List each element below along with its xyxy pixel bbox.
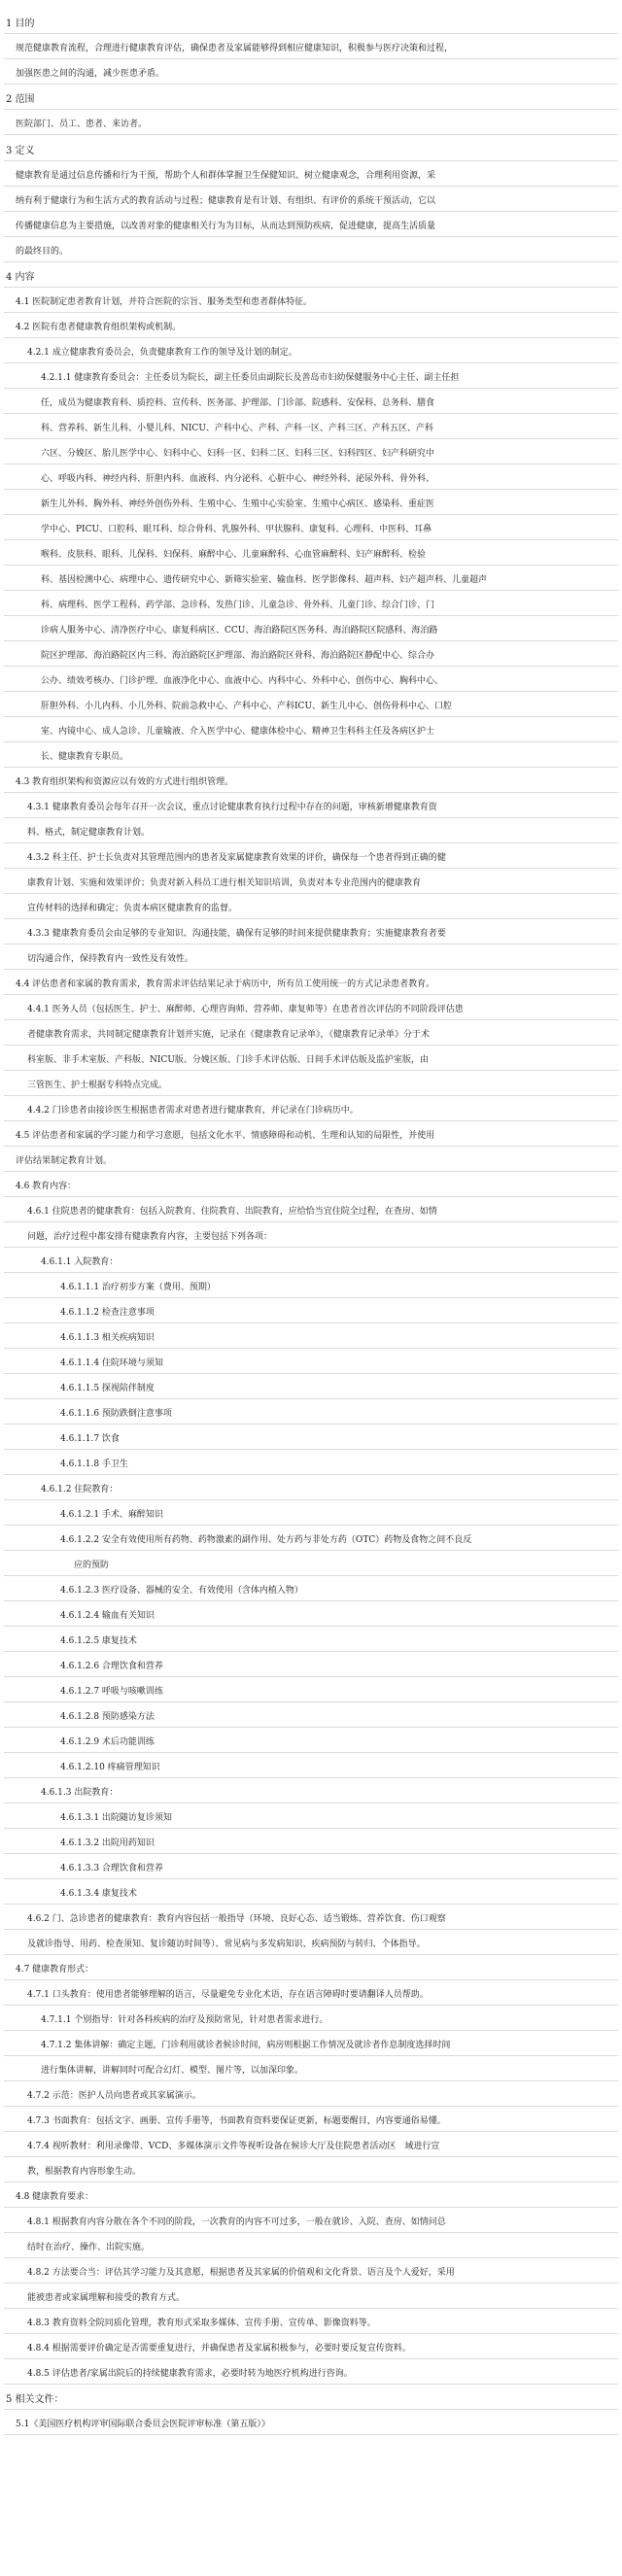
line-divider (4, 261, 618, 262)
line-divider (4, 1752, 618, 1753)
line-divider (4, 2131, 618, 2132)
document-line: 4.7.1.2 集体讲解：确定主题，门诊利用就诊者候诊时间，病房则根据工作情况及就诊者作息制度选择时间 (41, 2041, 451, 2050)
document-line: 科、营养科、新生儿科、小婴儿科、NICU、产科中心、产科、产科一区、产科三区、产科五区、产科 (41, 424, 433, 433)
line-divider (4, 1272, 618, 1273)
line-divider (4, 1701, 618, 1702)
line-divider (4, 2358, 618, 2359)
document-line: 科、病理科、医学工程科、药学部、急诊科、发热门诊、儿童急诊、骨外科、儿童门诊、综合门诊、门 (41, 601, 435, 610)
line-divider (4, 1499, 618, 1500)
document-line: 4.6.1.2.2 安全有效使用所有药物、药物激素的副作用、处方药与非处方药（OTC）药物及食物之间不良反 (60, 1535, 472, 1545)
document-line: 诊病人服务中心、清净医疗中心、康复科病区、CCU、海泊路院区医务科、海泊路院区院感科、海泊路 (41, 626, 438, 635)
line-divider (4, 918, 618, 919)
document-line: 者健康教育需求，共同制定健康教育计划并实施，记录在《健康教育记录单》，《健康教育记录单》分于术 (27, 1030, 431, 1040)
line-divider (4, 666, 618, 667)
document-line: 4.6.1.2.6 合理饮食和营养 (60, 1662, 163, 1671)
line-divider (4, 2080, 618, 2081)
line-divider (4, 1904, 618, 1905)
document-line: 4.5 评估患者和家属的学习能力和学习意愿，包括文化水平、情感障碍和动机、生理和认知的局限性，并使用 (16, 1131, 435, 1141)
line-divider (4, 186, 618, 187)
line-divider (4, 84, 618, 85)
line-divider (4, 1120, 618, 1121)
line-divider (4, 211, 618, 212)
line-divider (4, 1853, 618, 1854)
document-line: 4.3.2 科主任、护士长负责对其管理范围内的患者及家属健康教育效果的评价，确保每一个患者得到正确的健 (27, 853, 446, 863)
document-line: 4.3.3 健康教育委员会由足够的专业知识、沟通技能，确保有足够的时间来提供健康教育；实施健康教育者要 (27, 929, 446, 939)
document-line: 4.6.1 住院患者的健康教育：包括入院教育、住院教育、出院教育，应给恰当宜住院全过程，在查房、如情 (27, 1207, 437, 1217)
line-divider (4, 1045, 618, 1046)
document-line: 4.7.2 示范：医护人员向患者或其家属演示。 (27, 2091, 201, 2101)
document-line: 院区护理部、海泊路院区内三科、海泊路院区护理部、海泊路院区骨科、海泊路院区静配中心、综合办 (41, 651, 435, 661)
line-divider (4, 1424, 618, 1425)
line-divider (4, 2030, 618, 2031)
line-divider (4, 2106, 618, 2107)
line-divider (4, 893, 618, 894)
line-divider (4, 2283, 618, 2284)
document-line: 科室版、非手术室版、产科版、NICU版、分娩区版、门诊手术评估版、日间手术评估版及监护室版，由 (27, 1055, 429, 1065)
line-divider (4, 1247, 618, 1248)
section-heading: 2 范围 (6, 94, 35, 105)
line-divider (4, 1373, 618, 1374)
document-line: 4.6.1.2.8 预防感染方法 (60, 1712, 155, 1722)
line-divider (4, 388, 618, 389)
line-divider (4, 287, 618, 288)
document-line: 4.6 教育内容： (16, 1182, 77, 1191)
document-line: 4.6.1.3 出院教育： (41, 1788, 119, 1798)
document-line: 4.4 评估患者和家属的教育需求，教育需求评估结果记录于病历中，所有员工使用统一的方式记录患者教育。 (16, 979, 435, 989)
line-divider (4, 817, 618, 818)
document-line: 4.8.4 根据需要评价确定是否需要重复进行，并确保患者及家属积极参与，必要时要反复宣传资料。 (27, 2344, 411, 2353)
line-divider (4, 514, 618, 515)
line-divider (4, 1626, 618, 1627)
line-divider (4, 1146, 618, 1147)
line-divider (4, 1954, 618, 1955)
line-divider (4, 539, 618, 540)
line-divider (4, 438, 618, 439)
document-line: 传播健康信息为主要措施，以改善对象的健康相关行为为目标，从而达到预防疾病，促进健康，提高生活质量 (16, 222, 436, 231)
document-line: 新生儿外科、胸外科、神经外创伤外科、生殖中心、生殖中心实验室、生殖中心病区、感染科、重症医 (41, 499, 435, 509)
line-divider (4, 1727, 618, 1728)
line-divider (4, 640, 618, 641)
document-line: 切沟通合作，保持教育内一致性及有效性。 (27, 954, 194, 964)
line-divider (4, 2384, 618, 2385)
line-divider (4, 2409, 618, 2410)
line-divider (4, 1550, 618, 1551)
line-divider (4, 2434, 618, 2435)
document-line: 的最终目的。 (16, 247, 69, 257)
document-line: 进行集体讲解，讲解同时可配合幻灯、模型、图片等，以加深印象。 (41, 2066, 304, 2076)
document-line: 室、内镜中心、成人急诊、儿童输液、介入医学中心、健康体检中心、精神卫生科科主任及各病区护士 (41, 727, 435, 737)
line-divider (4, 1651, 618, 1652)
line-divider (4, 1474, 618, 1475)
section-heading: 5 相关文件： (6, 2394, 64, 2405)
document-line: 4.8.3 教育资料全院同质化管理，教育形式采取多媒体、宣传手册、宣传单、影像资料等。 (27, 2318, 376, 2328)
document-line: 4.8.2 方法要合当：评估其学习能力及其意愿，根据患者及其家属的价值观和文化背景、语言及个人爱好，采用 (27, 2268, 455, 2278)
line-divider (4, 1095, 618, 1096)
document-line: 纳有利于健康行为和生活方式的教育活动与过程；健康教育是有计划、有组织、有评价的系统干预活动，它以 (16, 196, 436, 206)
document-line: 5.1《美国医疗机构评审国际联合委员会医院评审标准（第五版）》 (16, 2420, 270, 2429)
document-line: 喉科、皮肤科、眼科、儿保科、妇保科、麻醉中心、儿童麻醉科、心血管麻醉科、妇产麻醉科、检验 (41, 550, 427, 560)
document-line: 医院部门、员工、患者、来访者。 (16, 120, 148, 129)
document-line: 4.6.1.2.9 术后功能训练 (60, 1737, 155, 1747)
line-divider (4, 1777, 618, 1778)
document-line: 4.7.3 书面教育：包括文字、画册、宣传手册等，书面教育资料要保证更新，标题要醒目，内容要通俗易懂。 (27, 2116, 446, 2126)
line-divider (4, 1221, 618, 1222)
line-divider (4, 2232, 618, 2233)
section-heading: 3 定义 (6, 146, 35, 156)
line-divider (4, 1322, 618, 1323)
line-divider (4, 1828, 618, 1829)
document-line: 长、健康教育专职员。 (41, 752, 129, 762)
document-line: 4.6.1.2 住院教育： (41, 1485, 119, 1494)
document-line: 4.6.1.1.2 检查注意事项 (60, 1308, 155, 1318)
document-line: 心、呼吸内科、神经内科、肝胆内科、血液科、内分泌科、心脏中心、神经外科、泌尿外科、骨外科、 (41, 474, 435, 484)
line-divider (4, 615, 618, 616)
line-divider (4, 1449, 618, 1450)
line-divider (4, 868, 618, 869)
document-line: 4.6.1.2.7 呼吸与咳嗽训练 (60, 1687, 163, 1697)
line-divider (4, 109, 618, 110)
document-line: 4.4.1 医务人员（包括医生、护士、麻醉师、心理咨询师、营养师、康复师等）在患者首次评估的不同阶段评估患 (27, 1005, 464, 1014)
line-divider (4, 337, 618, 338)
document-line: 及就诊指导、用药、检查须知、复诊随访时间等）、常见病与多发病知识、疾病预防与转归、个体指导。 (27, 1940, 426, 1949)
document-line: 4.6.1.2.10 疼痛管理知识 (60, 1763, 160, 1772)
line-divider (4, 1979, 618, 1980)
document-line: 4.3 教育组织架构和资源应以有效的方式进行组织管理。 (16, 777, 234, 787)
line-divider (4, 767, 618, 768)
line-divider (4, 134, 618, 135)
document-line: 4.6.1.1.8 手卫生 (60, 1460, 128, 1469)
document-line: 4.6.1.2.4 输血有关知识 (60, 1611, 155, 1621)
line-divider (4, 1019, 618, 1020)
document-line: 评估结果制定教育计划。 (16, 1156, 113, 1166)
line-divider (4, 1575, 618, 1576)
document-line: 4.2 医院有患者健康教育组织架构或机制。 (16, 323, 182, 332)
document-line: 宣传材料的选择和确定；负责本病区健康教育的监督。 (27, 904, 238, 913)
document-line: 任，成员为健康教育科、质控科、宣传科、医务部、护理部、门诊部、院感科、安保科、总务科、膳食 (41, 398, 435, 408)
line-divider (4, 1297, 618, 1298)
line-divider (4, 160, 618, 161)
document-line: 结时在治疗、操作、出院实施。 (27, 2243, 151, 2252)
document-line: 4.6.1.2.1 手术、麻醉知识 (60, 1510, 163, 1520)
line-divider (4, 842, 618, 843)
document-line: 4.7.1.1 个别指导：针对各科疾病的治疗及预防常见，针对患者需求进行。 (41, 2015, 328, 2025)
document-line: 4.6.1.1.4 住院环境与须知 (60, 1358, 163, 1368)
line-divider (4, 1171, 618, 1172)
document-line: 4.7.1 口头教育：使用患者能够理解的语言，尽量避免专业化术语，存在语言障碍时要请翻译人员帮助。 (27, 1990, 429, 2000)
document-line: 应的预防 (74, 1561, 110, 1570)
document-line: 4.6.1.2.3 医疗设备、器械的安全、有效使用（含体内植入物） (60, 1586, 303, 1596)
line-divider (4, 413, 618, 414)
section-heading: 4 内容 (6, 272, 35, 283)
line-divider (4, 1676, 618, 1677)
line-divider (4, 1929, 618, 1930)
line-divider (4, 2257, 618, 2258)
document-line: 4.6.2 门、急诊患者的健康教育：教育内容包括一般指导（环境、良好心态、适当锻炼、营养饮食、伤口观察 (27, 1914, 446, 1924)
document-line: 4.2.1 成立健康教育委员会，负责健康教育工作的领导及计划的制定。 (27, 348, 297, 358)
line-divider (4, 1070, 618, 1071)
line-divider (4, 944, 618, 945)
document-line: 健康教育是通过信息传播和行为干预，帮助个人和群体掌握卫生保健知识、树立健康观念，合理利用资源，采 (16, 171, 436, 181)
document-line: 科、基因检测中心、病理中心、遗传研究中心、新筛实验室、输血科、医学影像科、超声科、妇产超声科、儿童超声 (41, 575, 488, 585)
line-divider (4, 2055, 618, 2056)
line-divider (4, 969, 618, 970)
document-line: 4.6.1.1.6 预防跌倒注意事项 (60, 1409, 172, 1419)
document-line: 4.8 健康教育要求： (16, 2192, 94, 2202)
line-divider (4, 489, 618, 490)
line-divider (4, 33, 618, 34)
document-line: 料、格式，制定健康教育计划。 (27, 828, 151, 838)
document-line: 4.8.5 评估患者/家属出院后的持续健康教育需求，必要时转为地医疗机构进行咨询。 (27, 2369, 353, 2379)
line-divider (4, 1600, 618, 1601)
document-line: 4.6.1.1.7 饮食 (60, 1434, 120, 1444)
line-divider (4, 236, 618, 237)
document-line: 4.8.1 根据教育内容分散在各个不同的阶段，一次教育的内容不可过多，一般在就诊、入院、查房、如情问总 (27, 2217, 446, 2227)
document-line: 4.1 医院制定患者教育计划，并符合医院的宗旨、服务类型和患者群体特征。 (16, 297, 313, 307)
document-line: 4.6.1.1.1 治疗初步方案（费用、预期） (60, 1283, 216, 1292)
document-line: 能被患者或家属理解和接受的教育方式。 (27, 2293, 186, 2303)
line-divider (4, 1878, 618, 1879)
document-line: 4.6.1.1.3 相关疾病知识 (60, 1333, 155, 1343)
document-line: 4.6.1.3.3 合理饮食和营养 (60, 1864, 163, 1873)
line-divider (4, 2181, 618, 2182)
line-divider (4, 2005, 618, 2006)
line-divider (4, 590, 618, 591)
line-divider (4, 565, 618, 566)
line-divider (4, 2156, 618, 2157)
line-divider (4, 2207, 618, 2208)
document-line: 4.4.2 门诊患者由接诊医生根据患者需求对患者进行健康教育，并记录在门诊病历中。 (27, 1106, 359, 1116)
line-divider (4, 792, 618, 793)
line-divider (4, 994, 618, 995)
line-divider (4, 716, 618, 717)
document-line: 4.6.1.2.5 康复技术 (60, 1636, 137, 1646)
document-line: 4.6.1.1 入院教育： (41, 1257, 119, 1267)
line-divider (4, 2308, 618, 2309)
line-divider (4, 362, 618, 363)
line-divider (4, 1525, 618, 1526)
line-divider (4, 2333, 618, 2334)
document-line: 4.3.1 健康教育委员会每年召开一次会议，重点讨论健康教育执行过程中存在的问题，审核新增健康教育资 (27, 803, 437, 812)
document-line: 4.6.1.3.2 出院用药知识 (60, 1838, 155, 1848)
line-divider (4, 1196, 618, 1197)
section-heading: 1 目的 (6, 18, 35, 29)
line-divider (4, 1348, 618, 1349)
document-line: 六区、分娩区、胎儿医学中心、妇科中心、妇科一区、妇科二区、妇科三区、妇科四区、妇产科研究中 (41, 449, 435, 459)
document-line: 4.6.1.3.1 出院随访复诊须知 (60, 1813, 172, 1823)
line-divider (4, 58, 618, 59)
line-divider (4, 741, 618, 742)
document-line: 教，根据教育内容形象生动。 (27, 2167, 142, 2177)
line-divider (4, 312, 618, 313)
line-divider (4, 691, 618, 692)
document-line: 加强医患之间的沟通，减少医患矛盾。 (16, 69, 165, 79)
document-line: 规范健康教育流程，合理进行健康教育评估，确保患者及家属能够得到相应健康知识，积极参与医疗决策和过程， (16, 44, 454, 53)
line-divider (4, 1398, 618, 1399)
document-line: 三管医生、护士根据专科特点完成。 (27, 1081, 168, 1090)
document-line: 学中心、PICU、口腔科、眼耳科、综合骨科、乳腺外科、甲状腺科、康复科、心理科、中医科、耳鼻 (41, 525, 432, 534)
document-line: 公办、绩效考核办、门诊护理、血液净化中心、血液中心、内科中心、外科中心、创伤中心、胸科中心、 (41, 676, 444, 686)
document-line: 4.7.4 视听教材：利用录像带、VCD、多媒体演示文件等视听设备在候诊大厅及住院患者活动区 域进行宣 (27, 2142, 440, 2151)
document-line: 4.6.1.1.5 探视陪伴制度 (60, 1384, 155, 1393)
document-line: 问题，治疗过程中都安排有健康教育内容，主要包括下列各项： (27, 1232, 273, 1242)
document-line: 康教育计划、实施和效果评价；负责对新入科员工进行相关知识培训，负责对本专业范围内的健康教育 (27, 878, 422, 888)
document-line: 肝胆外科、小儿内科、小儿外科、院前急救中心、产科中心、产科ICU、新生儿中心、创伤骨科中心、口腔 (41, 702, 453, 711)
document-line: 4.2.1.1 健康教育委员会：主任委员为院长，副主任委员由副院长及善岛市妇幼保健服务中心主任、副主任担 (41, 373, 460, 383)
document-line: 4.6.1.3.4 康复技术 (60, 1889, 137, 1899)
document-line: 4.7 健康教育形式： (16, 1965, 94, 1975)
